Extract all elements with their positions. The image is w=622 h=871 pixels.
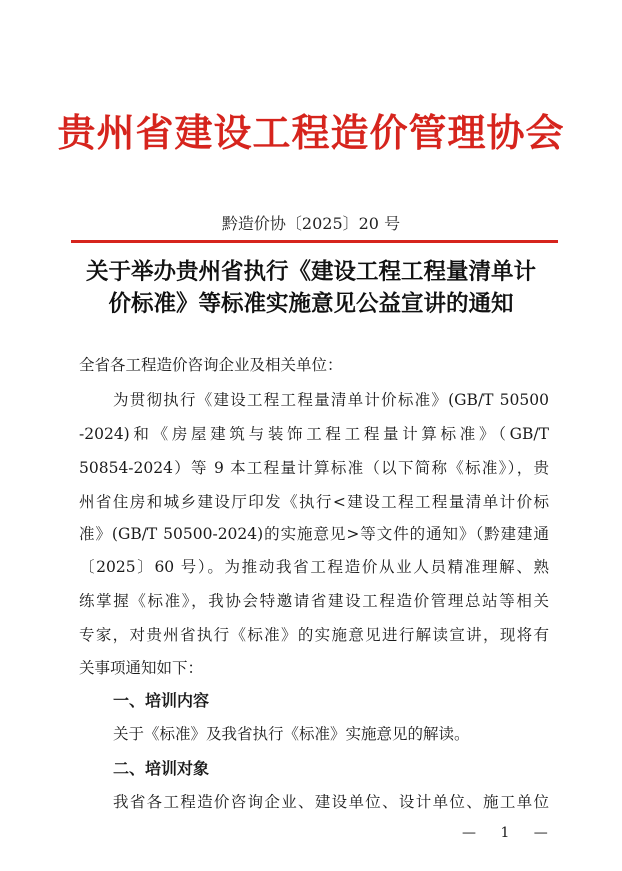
section-heading-training-content: 一、培训内容 — [113, 691, 210, 710]
notice-title-line-1: 关于举办贵州省执行《建设工程工程量清单计 — [85, 259, 536, 285]
paragraph-line: 关事项通知如下： — [79, 659, 204, 677]
paragraph-line: 专家，对贵州省执行《标准》的实施意见进行解读宣讲，现将有 — [79, 626, 549, 644]
paragraph-line: -2024)和《房屋建筑与装饰工程工程量计算标准》（GB/T — [79, 425, 549, 443]
organization-title: 贵州省建设工程造价管理协会 — [57, 110, 565, 155]
paragraph-line: 练掌握《标准》，我协会特邀请省建设工程造价管理总站等相关 — [79, 592, 549, 610]
section-heading-training-audience: 二、培训对象 — [113, 759, 210, 778]
paragraph-line: 州省住房和城乡建设厅印发《执行<建设工程工程量清单计价标 — [79, 493, 549, 511]
section-text-training-audience: 我省各工程造价咨询企业、建设单位、设计单位、施工单位 — [113, 793, 549, 811]
page-number: — 1 — — [462, 825, 558, 841]
notice-title — [62, 256, 560, 320]
section-text-training-content: 关于《标准》及我省执行《标准》实施意见的解读。 — [113, 725, 470, 743]
paragraph-line: 为贯彻执行《建设工程工程量清单计价标准》(GB/T 50500 — [113, 391, 549, 409]
addressee: 全省各工程造价咨询企业及相关单位： — [79, 356, 343, 374]
red-divider-line — [71, 240, 558, 243]
notice-title-line-2: 价标准》等标准实施意见公益宣讲的通知 — [108, 291, 514, 317]
paragraph-line: 准》(GB/T 50500-2024)的实施意见>等文件的通知》（黔建建通 — [79, 525, 549, 543]
document-number: 黔造价协〔2025〕20 号 — [221, 214, 401, 233]
paragraph-line: 〔2025〕60 号）。为推动我省工程造价从业人员精准理解、熟 — [79, 558, 549, 576]
paragraph-line: 50854-2024）等 9 本工程量计算标准（以下简称《标准》），贵 — [79, 459, 549, 477]
